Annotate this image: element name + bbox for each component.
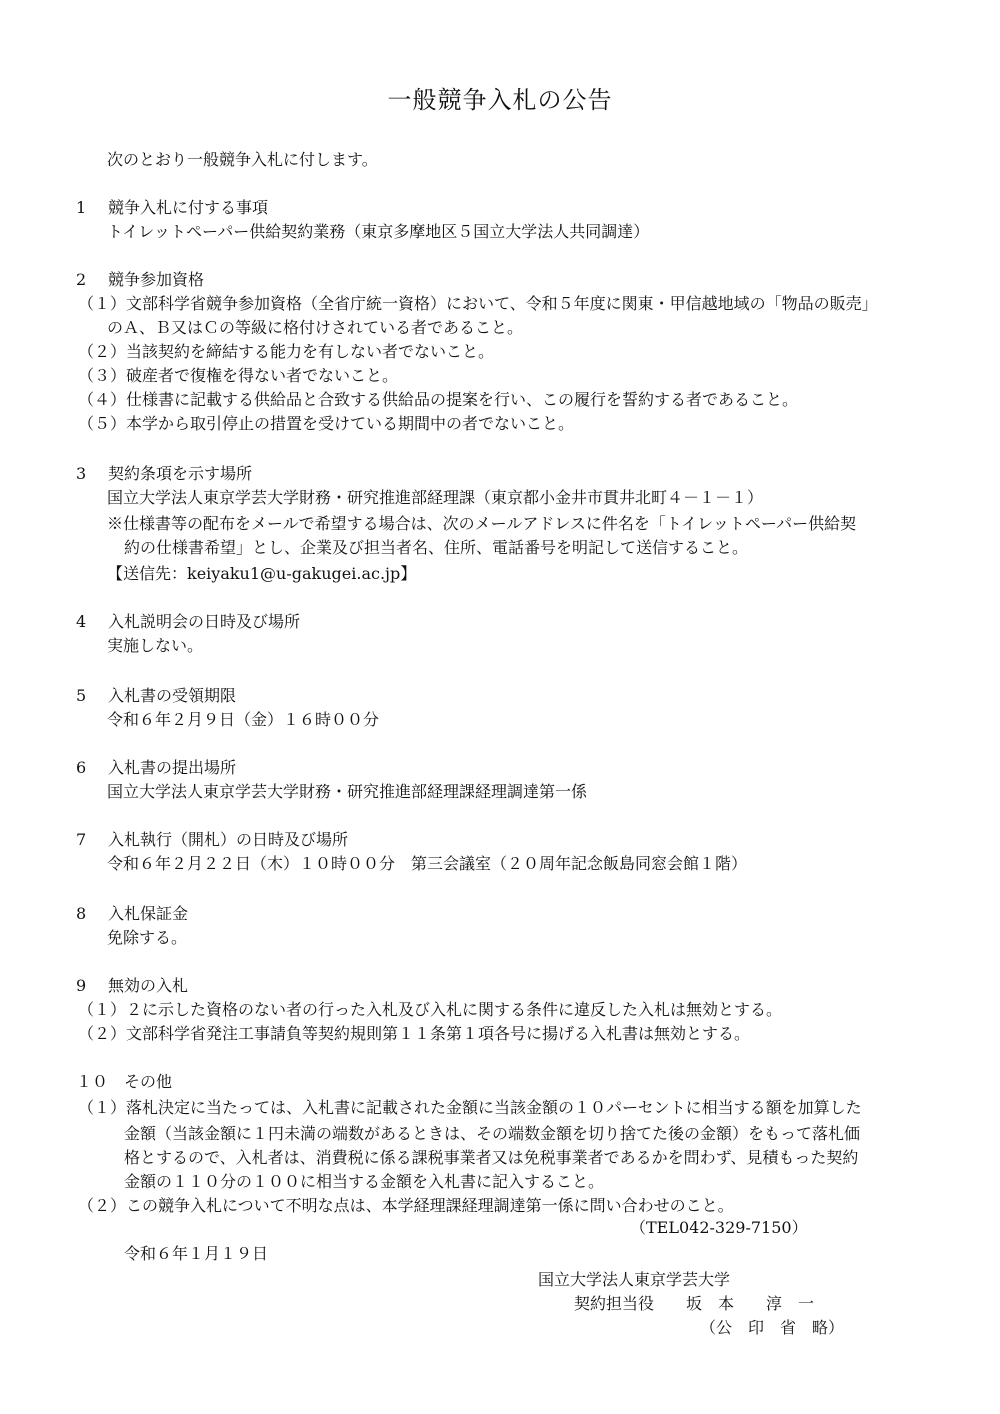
seal-omitted-note: （公 印 省 略） <box>700 1318 845 1337</box>
section-2-item-3: （３）破産者で復権を得ない者でないこと。 <box>78 366 399 385</box>
section-3-note: ※仕様書等の配布をメールで希望する場合は、次のメールアドレスに件名を「トイレットペーパー供給契 <box>107 514 857 533</box>
section-2-item-1-cont: のＡ、Ｂ又はＣの等級に格付けされている者であること。 <box>107 318 524 337</box>
section-9-heading <box>76 974 188 998</box>
section-4-heading <box>76 610 300 634</box>
section-8-body: 免除する。 <box>107 928 188 947</box>
section-4-body: 実施しない。 <box>107 636 204 655</box>
section-10-item-1-cont-2: 格とするので、入札者は、消費税に係る課税事業者又は免税事業者であるかを問わず、見積もった契約 <box>124 1148 859 1167</box>
section-6-body: 国立大学法人東京学芸大学財務・研究推進部経理課経理調達第一係 <box>107 782 588 801</box>
contact-phone: （TEL042-329-7150） <box>630 1218 808 1237</box>
section-3-heading <box>76 462 252 486</box>
section-3-email: 【送信先：keiyaku1@u-gakugei.ac.jp】 <box>107 564 417 583</box>
notice-date: 令和６年１月１９日 <box>124 1244 269 1263</box>
section-number: 9 <box>76 976 87 995</box>
section-8-heading <box>76 902 188 926</box>
section-9-item-2: （２）文部科学省発注工事請負等契約規則第１１条第１項各号に揚げる入札書は無効とする。 <box>78 1024 751 1043</box>
section-2-heading <box>76 268 204 292</box>
section-number: 3 <box>76 464 87 483</box>
section-number: 1 <box>76 198 87 217</box>
section-10-item-1-cont-3: 金額の１１０分の１００に相当する金額を入札書に記入すること。 <box>124 1172 605 1191</box>
section-heading-text: 入札説明会の日時及び場所 <box>108 612 301 631</box>
section-10-item-1: （１）落札決定に当たっては、入札書に記載された金額に当該金額の１０パーセントに相当する額を加算した <box>78 1098 862 1117</box>
section-2-item-5: （５）本学から取引停止の措置を受けている期間中の者でないこと。 <box>78 414 575 433</box>
section-2-item-2: （２）当該契約を締結する能力を有しない者でないこと。 <box>78 342 495 361</box>
section-10-item-1-cont-1: 金額（当該金額に１円未満の端数があるときは、その端数金額を切り捨てた後の金額）をもって落札価 <box>124 1124 861 1143</box>
section-heading-text: 無効の入札 <box>108 976 189 995</box>
section-5-body: 令和６年２月９日（金）１６時００分 <box>107 710 380 729</box>
section-9-item-1: （１）２に示した資格のない者の行った入札及び入札に関する条件に違反した入札は無効とする。 <box>78 1000 783 1019</box>
section-7-body: 令和６年２月２２日（木）１０時００分 第三会議室（２０周年記念飯島同窓会館１階） <box>107 854 748 873</box>
section-3-note-cont: 約の仕様書希望」とし、企業及び担当者名、住所、電話番号を明記して送信すること。 <box>124 538 749 557</box>
section-number: １０ <box>76 1072 109 1091</box>
section-heading-text: 競争参加資格 <box>108 270 205 289</box>
section-3-body: 国立大学法人東京学芸大学財務・研究推進部経理課（東京都小金井市貫井北町４－１－１） <box>107 488 764 507</box>
section-number: 6 <box>76 758 87 777</box>
section-number: 8 <box>76 904 87 923</box>
section-heading-text: 契約条項を示す場所 <box>108 464 253 483</box>
contract-officer: 契約担当役 坂 本 淳 一 <box>574 1294 815 1313</box>
section-10-item-2: （２）この競争入札について不明な点は、本学経理課経理調達第一係に問い合わせのこと。 <box>78 1196 734 1215</box>
section-number: 2 <box>76 270 87 289</box>
section-number: 5 <box>76 686 87 705</box>
section-number: 7 <box>76 830 87 849</box>
section-1-heading <box>76 196 268 220</box>
section-2-item-4: （４）仕様書に記載する供給品と合致する供給品の提案を行い、この履行を誓約する者であること。 <box>78 390 799 409</box>
section-5-heading <box>76 684 236 708</box>
section-2-item-1: （１）文部科学省競争参加資格（全省庁統一資格）において、令和５年度に関東・甲信越地域の「物品の販売」 <box>78 294 878 313</box>
organization-name: 国立大学法人東京学芸大学 <box>538 1270 731 1289</box>
section-7-heading <box>76 828 348 852</box>
section-6-heading <box>76 756 236 780</box>
intro-text: 次のとおり一般競争入札に付します。 <box>107 150 378 169</box>
section-heading-text: 入札書の受領期限 <box>108 686 237 705</box>
section-heading-text: 入札保証金 <box>108 904 189 923</box>
section-heading-text: その他 <box>124 1072 173 1091</box>
section-heading-text: 入札書の提出場所 <box>108 758 237 777</box>
page-title: 一般競争入札の公告 <box>387 86 613 114</box>
section-heading-text: 競争入札に付する事項 <box>108 198 269 217</box>
section-1-body: トイレットペーパー供給契約業務（東京多摩地区５国立大学法人共同調達） <box>107 222 650 241</box>
section-heading-text: 入札執行（開札）の日時及び場所 <box>108 830 349 849</box>
section-10-heading <box>76 1070 172 1094</box>
section-number: 4 <box>76 612 87 631</box>
